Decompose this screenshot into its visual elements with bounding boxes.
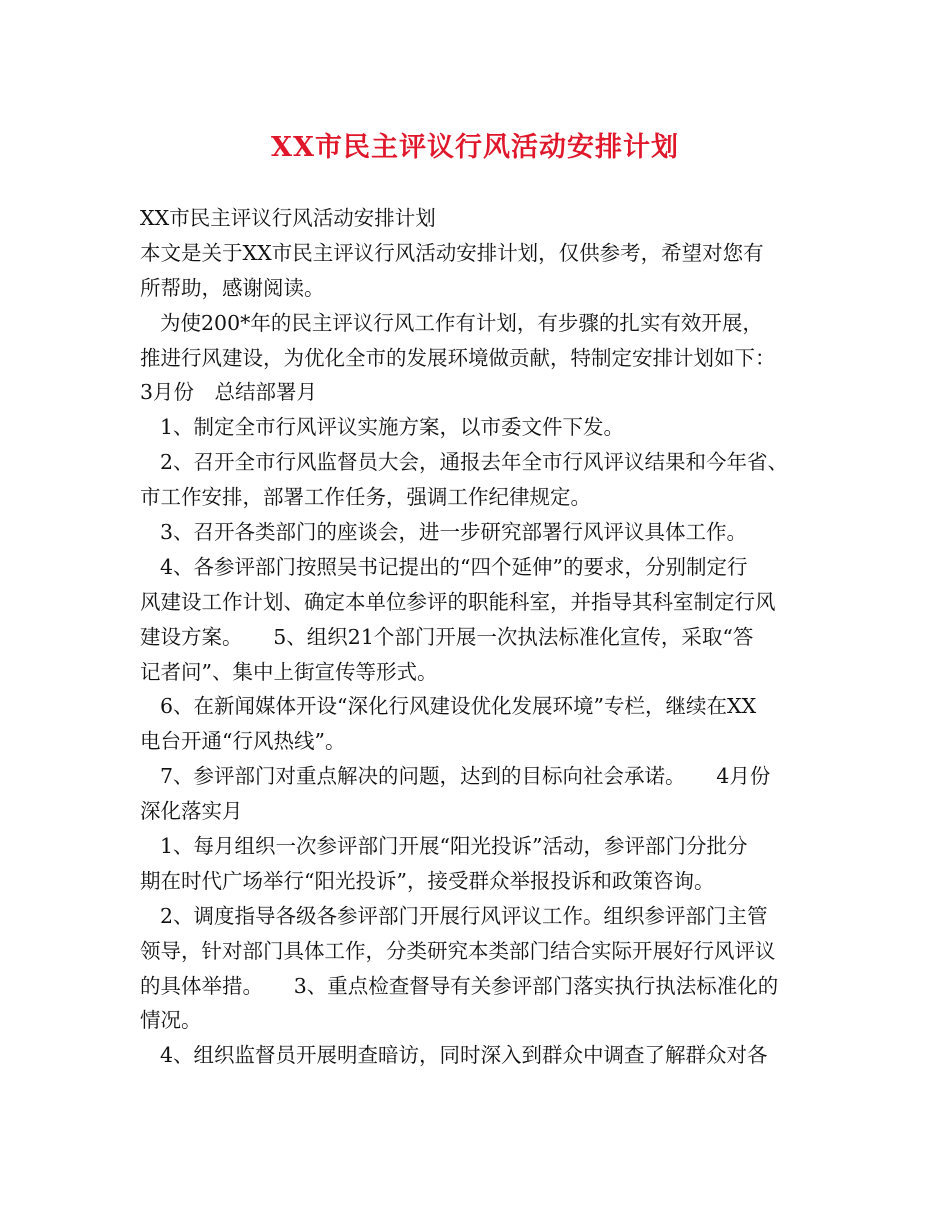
document-body xyxy=(140,201,820,1073)
text-line: 所帮助，感谢阅读。 xyxy=(140,275,325,300)
text-line: 领导，针对部门具体工作，分类研究本类部门结合实际开展好行风评议 xyxy=(140,938,776,963)
text-line: 电台开通“行风热线”。 xyxy=(140,729,346,754)
text-line: 1、每月组织一次参评部门开展“阳光投诉”活动，参评部门分批分 xyxy=(160,834,748,859)
text-line: 4、各参评部门按照吴书记提出的“四个延伸”的要求，分别制定行 xyxy=(160,554,748,579)
page-title: XX市民主评议行风活动安排计划 xyxy=(271,132,679,163)
text-line: 7、参评部门对重点解决的问题，达到的目标向社会承诺。 4月份 xyxy=(160,764,771,789)
text-line: 本文是关于XX市民主评议行风活动安排计划，仅供参考，希望对您有 xyxy=(140,240,764,265)
text-line: 为使200*年的民主评议行风工作有计划，有步骤的扎实有效开展， xyxy=(160,310,763,335)
text-line: XX市民主评议行风活动安排计划 xyxy=(140,206,436,230)
text-line: 3月份 总结部署月 xyxy=(140,380,318,405)
text-line: 情况。 xyxy=(140,1008,202,1033)
text-line: 风建设工作计划、确定本单位参评的职能科室，并指导其科室制定行风 xyxy=(140,589,776,614)
text-line: 市工作安排，部署工作任务，强调工作纪律规定。 xyxy=(140,485,591,510)
text-line: 推进行风建设，为优化全市的发展环境做贡献，特制定安排计划如下： xyxy=(140,345,776,370)
text-line: 3、召开各类部门的座谈会，进一步研究部署行风评议具体工作。 xyxy=(160,520,748,545)
text-line: 1、制定全市行风评议实施方案，以市委文件下发。 xyxy=(160,415,625,440)
text-line: 记者问”、集中上街宣传等形式。 xyxy=(140,659,438,684)
text-line: 建设方案。 5、组织21个部门开展一次执法标准化宣传，采取“答 xyxy=(140,624,754,649)
text-line: 期在时代广场举行“阳光投诉”，接受群众举报投诉和政策咨询。 xyxy=(140,868,715,893)
text-line: 2、召开全市行风监督员大会，通报去年全市行风评议结果和今年省、 xyxy=(160,450,789,475)
text-line: 2、调度指导各级各参评部门开展行风评议工作。组织参评部门主管 xyxy=(160,903,768,928)
text-line: 4、组织监督员开展明查暗访，同时深入到群众中调查了解群众对各 xyxy=(160,1043,768,1068)
text-line: 深化落实月 xyxy=(140,799,243,824)
text-line: 的具体举措。 3、重点检查督导有关参评部门落实执行执法标准化的 xyxy=(140,973,779,998)
text-line: 6、在新闻媒体开设“深化行风建设优化发展环境”专栏，继续在XX xyxy=(160,694,757,719)
